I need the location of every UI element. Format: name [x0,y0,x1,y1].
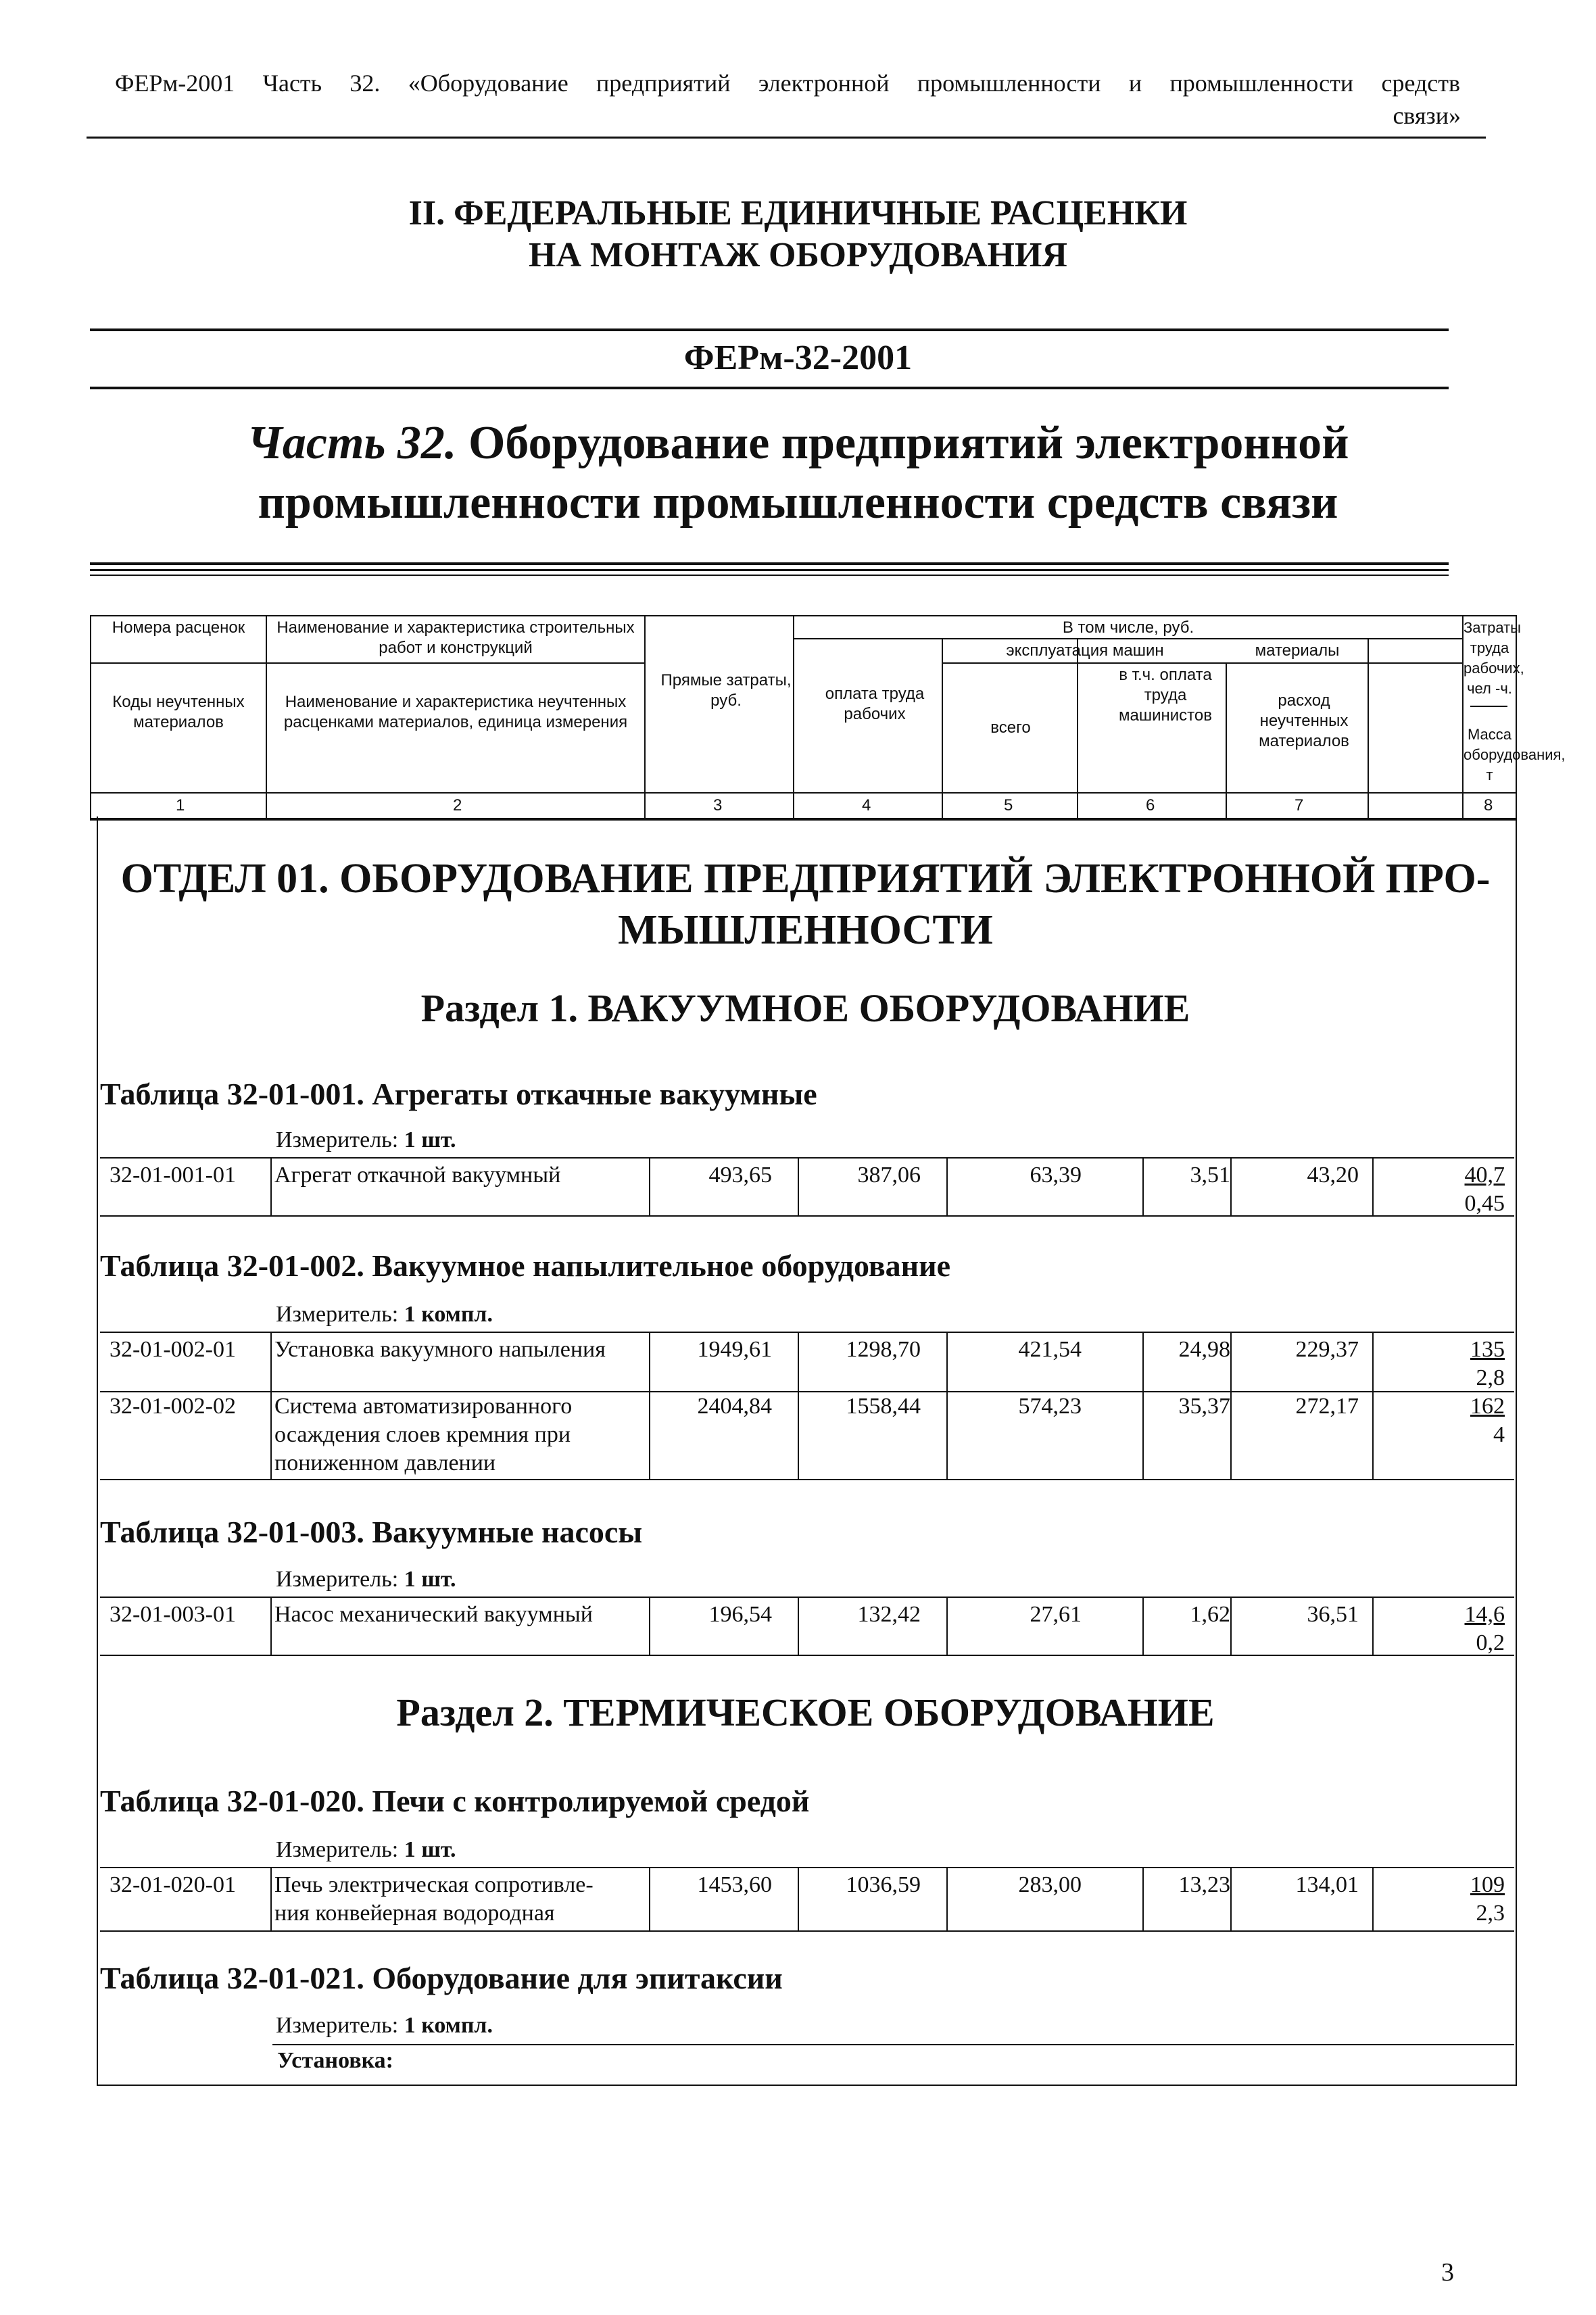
col-num-8: 8 [1484,796,1493,814]
section-title-line1: II. ФЕДЕРАЛЬНЫЕ ЕДИНИЧНЫЕ РАСЦЕНКИ [408,194,1188,233]
row-name-line: ния конвейерная водородная [274,1901,555,1926]
subhead-rule [272,2044,1514,2045]
department-line1: ОТДЕЛ 01. ОБОРУДОВАНИЕ ПРЕДПРИЯТИЙ ЭЛЕКТРОННОЙ ПРО- [120,856,1491,902]
row-code: 32-01-020-01 [110,1872,236,1897]
row-labor-mass [1465,1601,1505,1657]
table-row [100,1157,1514,1217]
row-materials: 272,17 [1295,1394,1359,1419]
part-title [0,414,1596,533]
table-021-meter [276,2013,493,2039]
part-rule-3 [90,575,1449,576]
column-header [90,615,1566,821]
row-mass: 0,45 [1464,1191,1505,1216]
table-003-title: Таблица 32-01-003. Вакуумные насосы [100,1515,643,1549]
meter-value: 1 компл. [404,2013,493,2038]
col-num-4: 4 [862,796,871,814]
col-num-1: 1 [176,796,185,814]
table-001-meter [276,1127,456,1153]
table-001-title: Таблица 32-01-001. Агрегаты откачные вакуумные [100,1077,817,1111]
code-rule-top [90,328,1449,331]
row-machines: 27,61 [1030,1602,1082,1627]
row-materials: 36,51 [1307,1602,1359,1627]
row-machines: 283,00 [1018,1872,1082,1897]
row-labor: 40,7 [1464,1163,1505,1188]
row-labor-mass [1470,1336,1505,1392]
row-mass: 4 [1493,1422,1505,1447]
row-machine-wages: 3,51 [1190,1163,1230,1188]
meter-value: 1 шт. [404,1837,456,1862]
meter-value: 1 шт. [404,1567,456,1592]
table-002-title: Таблица 32-01-002. Вакуумное напылительное оборудование [100,1248,951,1283]
row-name-line: осаждения слоев кремния при [274,1422,571,1447]
section-title [0,193,1596,276]
col-num-2: 2 [453,796,462,814]
table-021-title: Таблица 32-01-021. Оборудование для эпитаксии [100,1961,783,1995]
meter-label: Измеритель: [276,1837,399,1862]
row-wages: 1298,70 [846,1337,921,1362]
row-name: Агрегат откачной вакуумный [274,1163,561,1188]
header-machines-wages: в т.ч. оплата труда машинистов [1119,666,1212,725]
row-labor-mass [1470,1392,1505,1449]
row-mass: 0,2 [1476,1630,1505,1655]
row-code: 32-01-001-01 [110,1163,236,1188]
col-num-5: 5 [1004,796,1013,814]
header-materials: материалы [1255,641,1340,660]
row-mass: 2,8 [1476,1365,1505,1390]
column-number-row [90,792,1517,819]
row-machine-wages: 35,37 [1178,1394,1230,1419]
header-col2-top: Наименование и характеристика строительных работ и конструкций [276,618,635,657]
part-rule-1 [90,562,1449,565]
part-title-line1: Оборудование предприятий электронной [468,417,1349,469]
row-wages: 1036,59 [846,1872,921,1897]
row-labor: 135 [1470,1337,1505,1362]
table-row [100,1332,1514,1392]
row-code: 32-01-002-02 [110,1394,236,1419]
header-col1-top: Номера расценок [112,618,245,637]
meter-label: Измеритель: [276,1567,399,1592]
razdel-1-heading: Раздел 1. ВАКУУМНОЕ ОБОРУДОВАНИЕ [420,986,1190,1030]
row-wages: 387,06 [857,1163,921,1188]
table-row [100,1597,1514,1656]
header-col2-bottom: Наименование и характеристика неучтенных расценками материалов, единица измерения [283,693,628,731]
row-materials: 134,01 [1295,1872,1359,1897]
row-name-line: Печь электрическая сопротивле- [274,1872,594,1897]
col-num-3: 3 [713,796,723,814]
row-labor-mass [1465,1161,1505,1218]
part-title-prefix: Часть 32. [247,417,457,469]
row-wages: 132,42 [857,1602,921,1627]
row-machines: 421,54 [1018,1337,1082,1362]
row-labor-mass [1470,1871,1505,1928]
table-row [100,1390,1514,1480]
row-name: Установка вакуумного напыления [274,1337,606,1362]
row-direct: 1453,60 [697,1872,772,1897]
row-machine-wages: 13,23 [1178,1872,1230,1897]
row-machine-wages: 1,62 [1190,1602,1230,1627]
page-number: 3 [1441,2258,1454,2287]
header-wages: оплата труда рабочих [825,685,925,723]
header-mass: Масса оборудования, т [1464,726,1566,783]
row-materials: 229,37 [1295,1337,1359,1362]
row-direct: 2404,84 [697,1394,772,1419]
row-labor: 109 [1470,1872,1505,1897]
row-name [274,1871,594,1928]
header-in-total: В том числе, руб. [1062,618,1194,637]
header-direct-costs: Прямые затраты, руб. [660,671,792,710]
meter-label: Измеритель: [276,1127,399,1152]
department-line2: МЫШЛЕННОСТИ [618,907,993,953]
row-name: Насос механический вакуумный [274,1602,593,1627]
table-020-title: Таблица 32-01-020. Печи с контролируемой средой [100,1784,810,1818]
table-021-subhead: Установка: [277,2048,393,2073]
row-labor: 14,6 [1464,1602,1505,1627]
row-machines: 574,23 [1018,1394,1082,1419]
section-title-line2: НА МОНТАЖ ОБОРУДОВАНИЯ [529,236,1067,274]
header-col1-bottom: Коды неучтенных материалов [112,693,245,731]
department-heading [97,853,1514,956]
meter-label: Измеритель: [276,1302,399,1327]
header-rule [87,137,1486,139]
col-num-6: 6 [1146,796,1155,814]
row-code: 32-01-002-01 [110,1337,236,1362]
table-003-meter [276,1567,456,1592]
row-name-line: пониженном давлении [274,1451,496,1476]
row-direct: 196,54 [708,1602,772,1627]
row-materials: 43,20 [1307,1163,1359,1188]
table-002-meter [276,1302,493,1327]
row-name-line: Система автоматизированного [274,1394,573,1419]
row-direct: 1949,61 [697,1337,772,1362]
row-labor: 162 [1470,1394,1505,1419]
row-wages: 1558,44 [846,1394,921,1419]
code-title: ФЕРм-32-2001 [683,339,913,377]
code-rule-bottom [90,387,1449,389]
part-title-line2: промышленности промышленности средств связи [258,477,1338,529]
meter-value: 1 шт. [404,1127,456,1152]
row-name [274,1392,572,1478]
running-head: ФЕРм-2001 Часть 32. «Оборудование предприятий электронной промышленности и промышленности средств [115,70,1460,97]
row-machine-wages: 24,98 [1178,1337,1230,1362]
row-code: 32-01-003-01 [110,1602,236,1627]
header-machines-total: всего [990,718,1031,737]
meter-value: 1 компл. [404,1302,493,1327]
razdel-2-heading: Раздел 2. ТЕРМИЧЕСКОЕ ОБОРУДОВАНИЕ [396,1690,1215,1734]
row-machines: 63,39 [1030,1163,1082,1188]
header-labor: Затраты труда рабочих, чел -ч. [1464,619,1524,697]
row-direct: 493,65 [708,1163,772,1188]
meter-label: Измеритель: [276,2013,399,2038]
row-mass: 2,3 [1476,1901,1505,1926]
part-rule-2 [90,569,1449,571]
table-row [100,1867,1514,1932]
table-020-meter [276,1837,456,1863]
header-machines: эксплуатация машин [1006,641,1164,660]
running-head-continued: связи» [1393,102,1461,129]
col-num-7: 7 [1295,796,1304,814]
header-materials-sub: расход неучтенных материалов [1259,691,1349,750]
